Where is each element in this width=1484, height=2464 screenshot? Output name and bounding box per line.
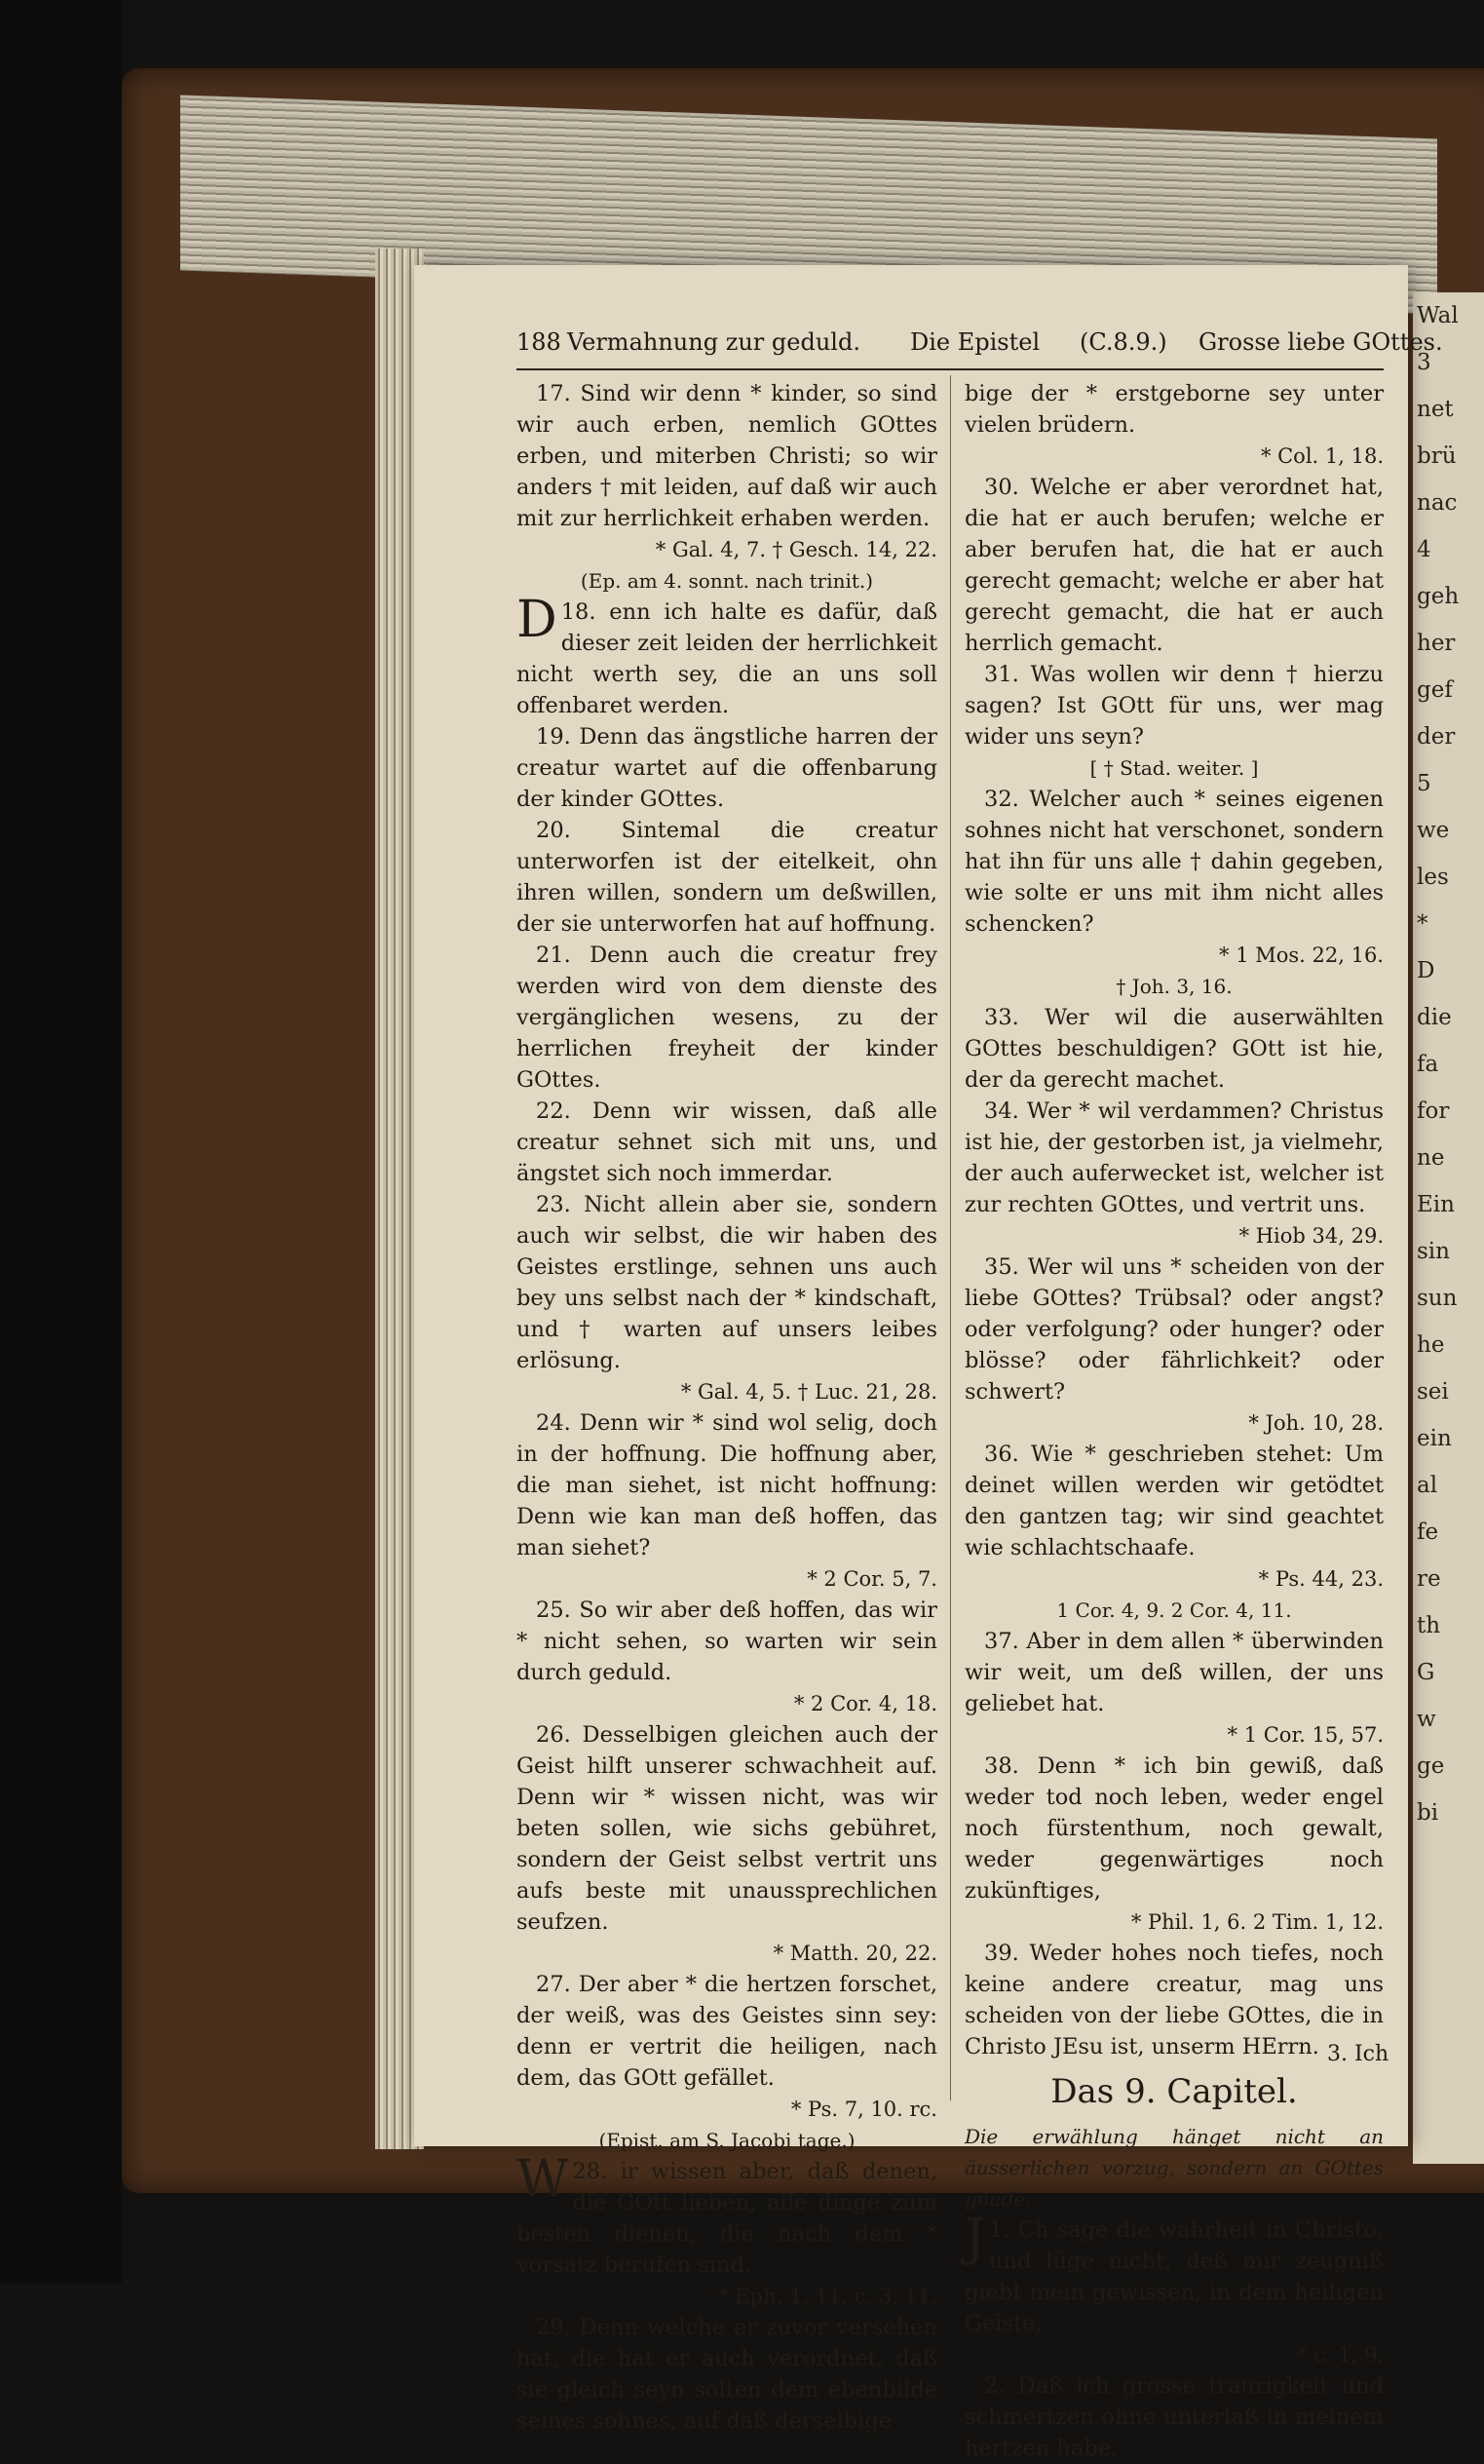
next-page-fragment-text: 3 [1417,350,1431,375]
verse: 20. Sintemal die creatur unterworfen ist der eitelkeit, ohn ihren willen, sondern um deßwillen, der sie unterworfen hat auf hoffnung. [516,818,937,937]
cross-reference: * 1 Mos. 22, 16. [1219,943,1384,967]
chapter-summary: Die erwählung hänget nicht an äusserlichen vorzug, sondern an GOttes gnade. [965,2125,1384,2211]
next-page-fragment-text: nac [1417,490,1458,516]
verse: 33. Wer wil die auserwählten GOttes beschuldigen? GOtt ist hie, der da gerecht machet. [965,1005,1384,1093]
verse: 32. Welcher auch * seines eigenen sohnes nicht hat verschonet, sondern hat ihn für uns alle † dahin gegeben, wie solte er uns mit ihm nicht alles schencken? [965,787,1384,937]
next-page-fragment-text: sei [1417,1379,1449,1405]
verse: 34. Wer * wil verdammen? Christus ist hie, der gestorben ist, ja vielmehr, der auch auferwecket ist, welcher ist zur rechten GOttes, und vertrit uns. [965,1098,1384,1217]
verse: 21. Denn auch die creatur frey werden wird von dem dienste des vergänglichen wesens, zu der herrlichen freyheit der kinder GOttes. [516,943,937,1093]
next-page-fragment-text: fa [1417,1052,1439,1077]
verse: 23. Nicht allein aber sie, sondern auch wir selbst, die wir haben des Geistes erstlinge, sehnen uns auch bey uns selbst nach der * kindschaft, und † warten auf unsers leibes erlösung. [516,1192,937,1373]
next-page-fragment-text: al [1417,1473,1438,1498]
next-page-fragment-text: der [1417,724,1456,750]
drop-initial: D [516,591,557,649]
next-page-fragment-text: ge [1417,1753,1445,1779]
verse: 27. Der aber * die hertzen forschet, der weiß, was des Geistes sinn sey: denn er vertrit die heiligen, nach dem, das GOtt gefället. [516,1972,937,2091]
next-page-fragment-text: we [1417,818,1450,843]
cross-reference: * Ps. 7, 10. rc. [790,2098,937,2121]
page-header [516,328,1443,364]
verse: 38. Denn * ich bin gewiß, daß weder tod noch leben, weder engel noch fürstenthum, noch gewalt, weder gegenwärtiges noch zukünftiges, [965,1753,1384,1904]
column-divider [950,375,951,2100]
cross-reference: * Eph. 1, 11. c. 3, 11. [718,2285,937,2308]
cross-reference: * Col. 1, 18. [1260,444,1384,468]
cross-reference: * Phil. 1, 6. 2 Tim. 1, 12. [1130,1910,1384,1934]
next-page-fragment-text: geh [1417,584,1460,609]
next-page-fragment-text: * [1417,911,1428,937]
next-page-fragment-text: th [1417,1613,1441,1638]
header-rule [516,368,1384,370]
next-page-fragment-text: sin [1417,1239,1450,1264]
next-page-fragment-text: for [1417,1098,1450,1124]
next-page-fragment-text: her [1417,631,1456,656]
section-note: (Epist. am S. Jacobi tage.) [598,2129,856,2152]
next-page-fragment-text: 4 [1417,537,1431,562]
verse-text: 28. ir wissen aber, daß denen, die GOtt lieben, alle dinge zum besten dienen, die nach dem * vorsatz berufen sind. [516,2159,937,2278]
verse: 26. Desselbigen gleichen auch der Geist hilft unserer schwachheit auf. Denn wir * wissen nicht, was wir beten sollen, wie sichs gebühret, sondern der Geist selbst vertrit uns aufs beste mit unaussprechlichen seufzen. [516,1722,937,1935]
cross-reference: * Gal. 4, 7. † Gesch. 14, 22. [655,538,937,561]
next-page-fragment-text: bi [1417,1800,1439,1826]
next-page-fragment-text: gef [1417,677,1453,703]
verse-with-initial [516,2150,937,2281]
next-page-fragment-text: Wal [1417,303,1459,328]
next-page-fragment-text: ne [1417,1145,1445,1171]
verse: 19. Denn das ängstliche harren der creatur wartet auf die offenbarung der kinder GOttes. [516,724,937,812]
verse: 17. Sind wir denn * kinder, so sind wir auch erben, nemlich GOttes erben, und miterben Christi; so wir anders † mit leiden, auf daß wir auch mit zur herrlichkeit erhaben werden. [516,381,937,531]
running-head-left: Vermahnung zur geduld. [567,328,860,356]
verse: 24. Denn wir * sind wol selig, doch in der hoffnung. Die hoffnung aber, die man siehet, ist nicht hoffnung: Denn wie kan man deß hoffen, das man siehet? [516,1410,937,1560]
page-number: 188 [516,328,561,356]
cross-reference: * 1 Cor. 15, 57. [1227,1723,1384,1747]
next-page-fragment-text: re [1417,1566,1441,1592]
section-note: [ † Stad. weiter. ] [1089,756,1259,780]
cross-reference: * Matth. 20, 22. [773,1942,937,1965]
next-page-fragment-text: net [1417,397,1454,422]
verse: 25. So wir aber deß hoffen, das wir * nicht sehen, so warten wir sein durch geduld. [516,1598,937,1685]
verse-continuation: bige der * erstgeborne sey unter vielen brüdern. [965,381,1384,438]
verse: 36. Wie * geschrieben stehet: Um deinet willen werden wir getödtet den gantzen tag; wir sind geachtet wie schlachtschaafe. [965,1442,1384,1560]
verse: 29. Denn welche er zuvor versehen hat, die hat er auch verordnet, daß sie gleich seyn solten dem ebenbilde seines sohnes, auf daß derselbige [516,2315,937,2434]
cross-reference: * 2 Cor. 5, 7. [807,1567,937,1591]
verse-text: 1. Ch sage die wahrheit in Christo, und lüge nicht, deß mir zeugniß giebt mein gewissen, in dem heiligen Geiste, [965,2217,1384,2336]
right-column [965,378,1384,2464]
next-page-fragment-text: die [1417,1005,1452,1030]
next-page-fragment-text: he [1417,1332,1445,1358]
cross-reference: * c. 1, 9. [1296,2343,1384,2367]
next-page-fragment-text: D [1417,958,1435,983]
cross-reference: * Hiob 34, 29. [1238,1224,1384,1248]
next-page-fragment-text: les [1417,865,1449,890]
next-page-fragment-text: Ein [1417,1192,1455,1217]
verse: 39. Weder hohes noch tiefes, noch keine andere creatur, mag uns scheiden von der liebe GOttes, die in Christo JEsu ist, unserm HErrn. [965,1941,1384,2060]
running-head-right: Grosse liebe GOttes. [1199,328,1443,356]
verse-with-initial [965,2209,1384,2339]
next-page-fragment [1413,292,1484,2164]
verse-with-initial [516,591,937,721]
chapter-reference: (C.8.9.) [1080,328,1167,356]
verse: 30. Welche er aber verordnet hat, die hat er auch berufen; welche er aber berufen hat, die hat er auch gerecht gemacht; welche er aber hat gerecht gemacht, die hat er auch herrlich gemacht. [965,475,1384,656]
verse: 31. Was wollen wir denn † hierzu sagen? Ist GOtt für uns, wer mag wider uns seyn? [965,662,1384,750]
cross-reference: * Ps. 44, 23. [1258,1567,1384,1591]
background-shadow [0,0,122,2284]
verse: 22. Denn wir wissen, daß alle creatur sehnet sich mit uns, und ängstet sich noch immerdar. [516,1098,937,1186]
cross-reference: * Joh. 10, 28. [1248,1411,1384,1435]
next-page-fragment-text: fe [1417,1520,1439,1545]
cross-reference: * 2 Cor. 4, 18. [793,1692,937,1715]
next-page-fragment-text: sun [1417,1286,1458,1311]
cross-reference: * Gal. 4, 5. † Luc. 21, 28. [680,1380,937,1404]
section-note: (Ep. am 4. sonnt. nach trinit.) [580,569,874,593]
drop-initial: W [516,2150,569,2209]
drop-initial: J [965,2209,985,2267]
next-page-fragment-text: ein [1417,1426,1452,1451]
next-page-fragment-text: brü [1417,443,1457,469]
verse: 2. Daß ich grosse traurigkeit und schmertzen ohne unterlaß in meinem hertzen habe. [965,2373,1384,2461]
chapter-heading: Das 9. Capitel. [1050,2072,1298,2111]
verse-text: 18. enn ich halte es dafür, daß dieser zeit leiden der herrlichkeit nicht werth sey, die an uns soll offenbaret werden. [516,599,937,718]
catchword: 3. Ich [1327,2042,1389,2066]
section-note: 1 Cor. 4, 9. 2 Cor. 4, 11. [1056,1598,1292,1622]
verse: 35. Wer wil uns * scheiden von der liebe GOttes? Trübsal? oder angst? oder verfolgung? oder hunger? oder blösse? oder fährlichkeit? oder schwert? [965,1254,1384,1405]
section-note: † Joh. 3, 16. [1116,975,1233,998]
next-page-fragment-text: w [1417,1707,1436,1732]
next-page-fragment-text: G [1417,1660,1435,1685]
verse: 37. Aber in dem allen * überwinden wir weit, um deß willen, der uns geliebet hat. [965,1629,1384,1716]
running-head-center: Die Epistel [910,328,1041,356]
left-column [516,378,937,2437]
next-page-fragment-text: 5 [1417,771,1431,796]
